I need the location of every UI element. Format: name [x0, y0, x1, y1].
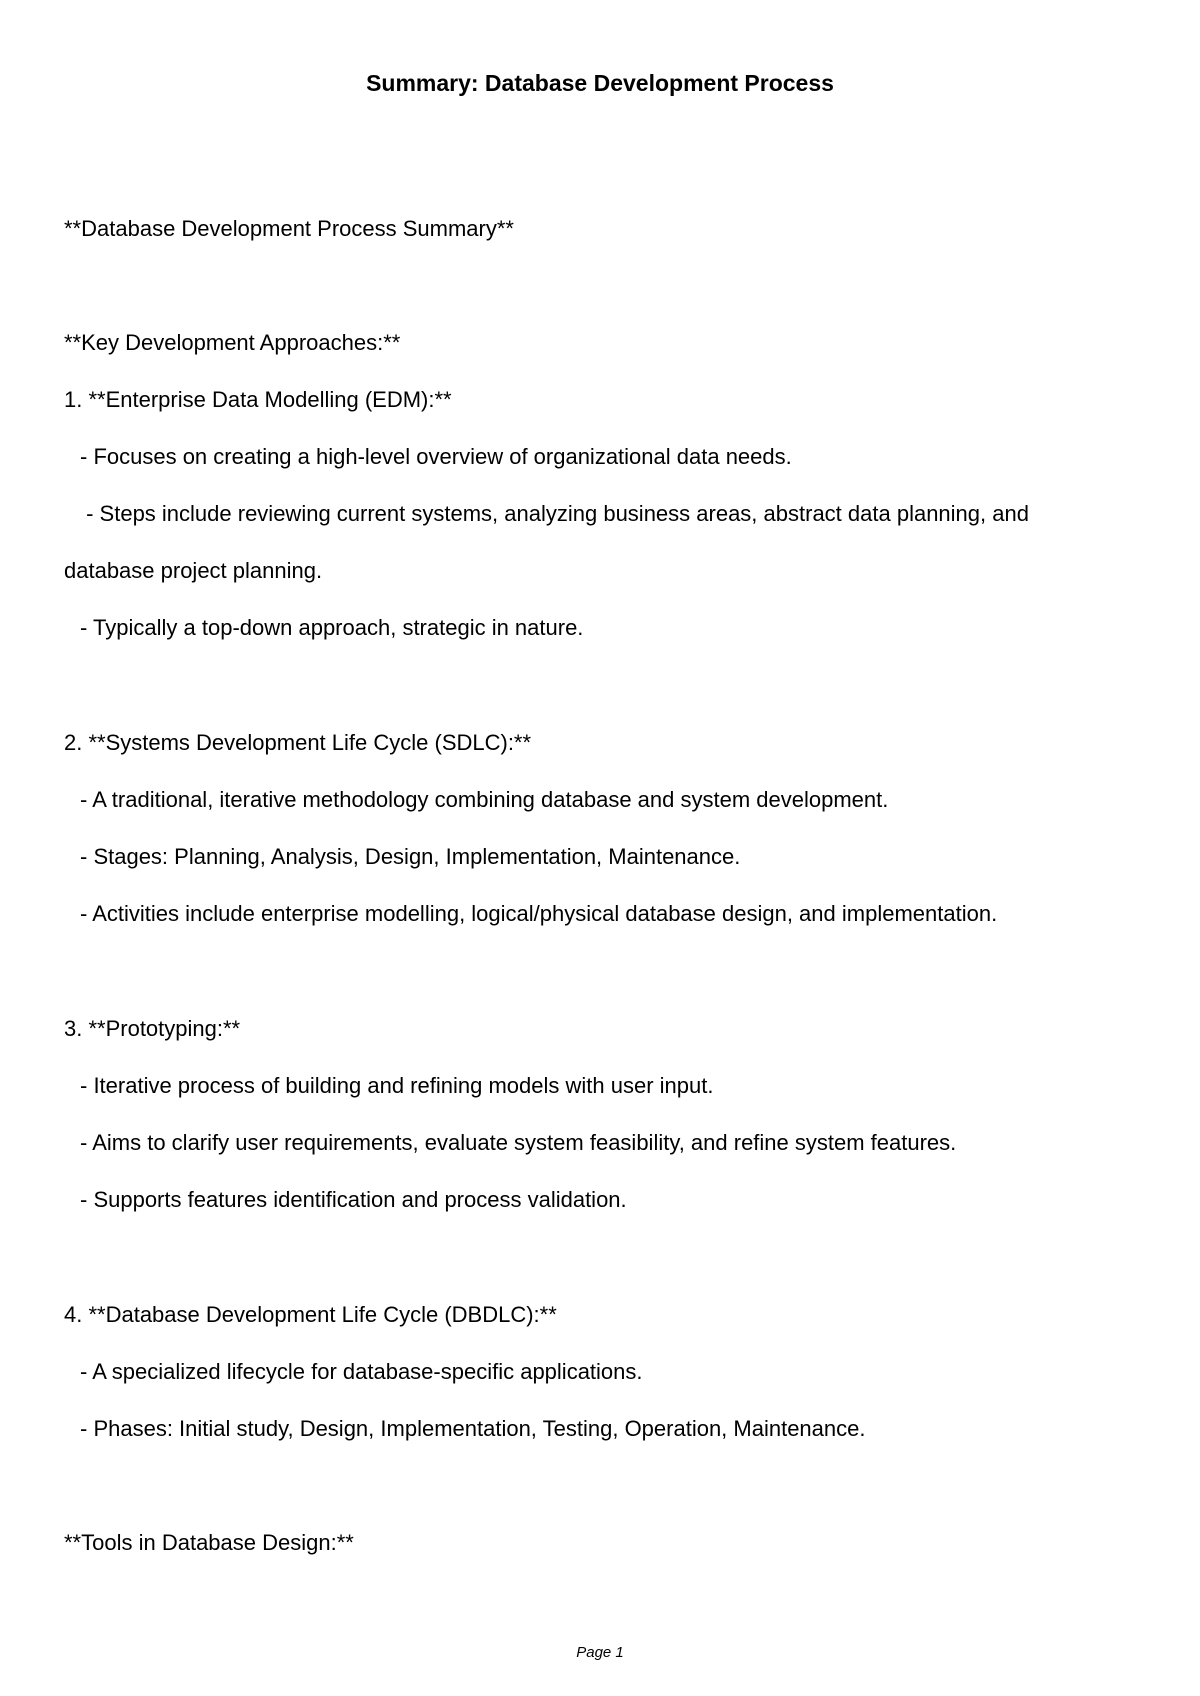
tools-heading: **Tools in Database Design:** — [64, 1530, 354, 1555]
page-number: Page 1 — [576, 1644, 624, 1661]
edm-point-2: - Steps include reviewing current systems, analyzing business areas, abstract data planning, and — [80, 501, 1029, 526]
prototyping-point-1: - Iterative process of building and refining models with user input. — [80, 1073, 714, 1098]
approaches-heading: **Key Development Approaches:** — [64, 330, 401, 355]
sdlc-point-2: - Stages: Planning, Analysis, Design, Implementation, Maintenance. — [80, 844, 741, 869]
dbdlc-point-1: - A specialized lifecycle for database-specific applications. — [80, 1359, 643, 1384]
sdlc-heading: 2. **Systems Development Life Cycle (SDLC):** — [64, 730, 532, 755]
edm-heading: 1. **Enterprise Data Modelling (EDM):** — [64, 387, 452, 412]
edm-point-3: - Typically a top-down approach, strategic in nature. — [80, 615, 584, 640]
dbdlc-point-2: - Phases: Initial study, Design, Implementation, Testing, Operation, Maintenance. — [80, 1416, 866, 1441]
prototyping-point-2: - Aims to clarify user requirements, evaluate system feasibility, and refine system features. — [80, 1130, 957, 1155]
sdlc-point-3: - Activities include enterprise modelling, logical/physical database design, and implementation. — [80, 901, 998, 926]
summary-heading: **Database Development Process Summary** — [64, 216, 514, 241]
dbdlc-heading: 4. **Database Development Life Cycle (DBDLC):** — [64, 1302, 557, 1327]
edm-point-2-continued: database project planning. — [64, 558, 323, 583]
document-title: Summary: Database Development Process — [366, 70, 834, 96]
sdlc-point-1: - A traditional, iterative methodology combining database and system development. — [80, 787, 889, 812]
prototyping-point-3: - Supports features identification and process validation. — [80, 1187, 627, 1212]
prototyping-heading: 3. **Prototyping:** — [64, 1016, 241, 1041]
edm-point-1: - Focuses on creating a high-level overview of organizational data needs. — [80, 444, 792, 469]
